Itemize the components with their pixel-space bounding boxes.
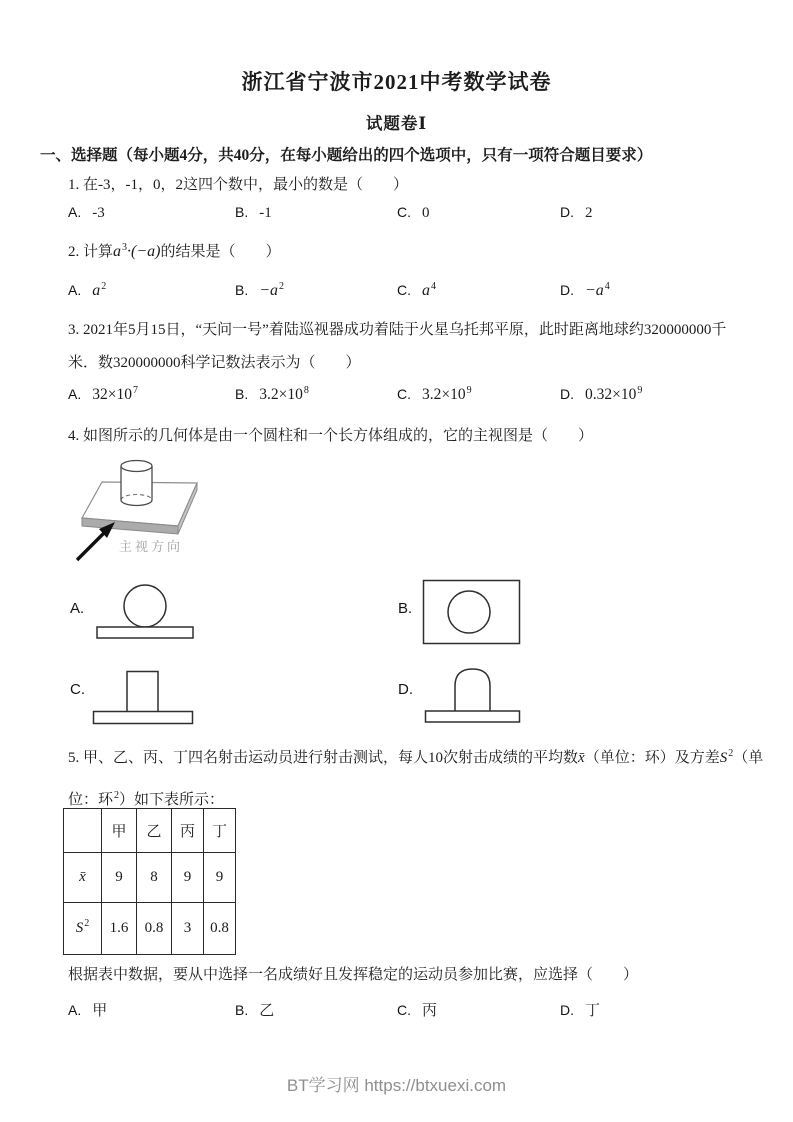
section-heading: 一、选择题（每小题4分，共40分，在每小题给出的四个选项中，只有一项符合题目要求） [40, 147, 653, 164]
q5-stem-text: ）如下表所示： [119, 792, 225, 808]
q5-conclusion: 根据表中数据，要从中选择一名成绩好且发挥稳定的运动员参加比赛，应选择（ ） [68, 967, 639, 983]
q4-stem: 4. 如图所示的几何体是由一个圆柱和一个长方体组成的，它的主视图是（ ） [68, 428, 594, 444]
option-letter: B. [235, 386, 249, 402]
row-header-xbar [64, 853, 102, 903]
option-sci-base: 0.32×10 [585, 386, 637, 403]
q5-stem-text: 位：环 [68, 792, 114, 808]
q3-option-b [235, 386, 397, 404]
bar-shape [426, 711, 520, 722]
q1-option-a [68, 204, 235, 222]
option-sci-base: 3.2×10 [422, 386, 466, 403]
bar-shape [97, 627, 193, 638]
q4-option-d-figure-dome-on-bar [424, 665, 522, 724]
q2-option-c [397, 282, 560, 300]
option-sci-base: 3.2×10 [259, 386, 303, 403]
q1-option-c [397, 204, 560, 222]
option-letter: D. [560, 386, 574, 402]
col-header: 丙 [172, 809, 204, 853]
q2-expr-exponent: 3 [122, 242, 128, 253]
table-cell: 0.8 [137, 903, 172, 955]
variance-symbol: S [75, 920, 84, 936]
option-letter: C. [397, 1002, 411, 1018]
q3-stem-line1: 3. 2021年5月15日，“天问一号”着陆巡视器成功着陆于火星乌托邦平原，此时距离地球约320000000千 [68, 322, 727, 338]
q2-option-b [235, 282, 397, 300]
q5-stem-text: （单位：环）及方差 [584, 750, 720, 766]
option-letter: D. [560, 282, 574, 298]
option-value: 0 [422, 205, 430, 221]
q4-option-d-letter: D. [398, 681, 413, 698]
view-direction-label: 主视方向 [119, 539, 184, 554]
q2-expr-rest: ·(−a) [127, 243, 161, 260]
q1-option-d [560, 204, 768, 222]
option-letter: B. [235, 282, 249, 298]
table-corner-cell [64, 809, 102, 853]
option-letter: C. [397, 204, 411, 220]
q5-stem-line2 [68, 788, 224, 809]
q1-options [68, 204, 768, 222]
variance-symbol: S [719, 750, 728, 766]
option-value: -1 [259, 205, 272, 221]
q4-option-b-figure-circle-in-rect [422, 579, 522, 646]
bar-shape [94, 712, 193, 724]
q5-stem-text: （单 [733, 750, 764, 766]
option-letter: A. [68, 386, 82, 402]
table-cell: 3 [172, 903, 204, 955]
option-value [259, 387, 309, 403]
option-exponent: 8 [303, 385, 309, 396]
q3-stem-line2: 米．数320000000科学记数法表示为（ ） [68, 355, 361, 371]
option-math-base: −a [259, 282, 279, 299]
q3-option-d [560, 386, 768, 404]
option-value: 丁 [585, 1003, 601, 1019]
x-bar-symbol: x̄ [79, 869, 86, 885]
table-row-mean [64, 853, 236, 903]
option-letter: B. [235, 204, 249, 220]
option-letter: D. [560, 204, 574, 220]
q5-score-table [63, 808, 236, 955]
q2-option-d [560, 282, 768, 300]
option-math-base: −a [585, 282, 604, 299]
dome-shape [455, 669, 490, 712]
rect-shape [127, 672, 158, 713]
q3-option-a [68, 386, 235, 404]
option-exponent: 4 [431, 281, 436, 292]
x-bar-symbol: x̄ [578, 750, 585, 766]
option-exponent: 4 [604, 281, 610, 292]
page-title: 浙江省宁波市2021中考数学试卷 [241, 70, 552, 94]
paper-part-subtitle: 试题卷Ⅰ [365, 114, 428, 133]
q5-options [68, 999, 768, 1020]
q5-stem-text: 5. 甲、乙、丙、丁四名射击运动员进行射击测试，每人10次射击成绩的平均数 [68, 750, 579, 766]
option-letter: B. [235, 1002, 249, 1018]
circle-shape [448, 591, 490, 633]
option-value [92, 283, 106, 299]
q4-option-a-letter: A. [70, 600, 85, 617]
q2-options [68, 282, 768, 300]
unit-exponent: 2 [114, 790, 120, 801]
option-math-base: a [92, 282, 101, 299]
watermark-footer: BT学习网 https://btxuexi.com [286, 1076, 507, 1095]
option-exponent: 7 [132, 385, 138, 396]
q3-option-c [397, 386, 560, 404]
option-value [92, 387, 138, 403]
table-cell: 9 [204, 853, 236, 903]
q5-option-a [68, 999, 235, 1020]
table-cell: 9 [102, 853, 137, 903]
q3-options [68, 386, 768, 404]
option-value: 丙 [422, 1003, 438, 1019]
q1-stem: 1. 在-3，-1，0，2这四个数中，最小的数是（ ） [68, 177, 408, 193]
q2-expr-base: a [113, 243, 122, 260]
option-exponent: 9 [637, 385, 643, 396]
variance-exponent: 2 [728, 748, 734, 759]
q2-stem-pre: 2. 计算 [68, 244, 114, 260]
table-cell: 9 [172, 853, 204, 903]
q5-stem-line1 [68, 746, 763, 767]
option-letter: A. [68, 282, 82, 298]
option-math-base: a [422, 282, 430, 299]
col-header: 甲 [102, 809, 137, 853]
option-value [422, 283, 436, 299]
q4-option-b-letter: B. [398, 600, 413, 617]
q4-option-c-letter: C. [70, 681, 85, 698]
variance-exponent: 2 [84, 918, 90, 929]
option-value [585, 387, 642, 403]
option-letter: C. [397, 386, 411, 402]
table-cell: 1.6 [102, 903, 137, 955]
view-direction-arrow [77, 531, 106, 560]
option-value: 甲 [92, 1003, 108, 1019]
option-value [422, 387, 472, 403]
row-header-s2 [64, 903, 102, 955]
q5-option-b [235, 999, 397, 1020]
option-letter: C. [397, 282, 411, 298]
table-header-row [64, 809, 236, 853]
q5-option-d [560, 999, 768, 1020]
option-letter: A. [68, 1002, 82, 1018]
q2-stem-post: 的结果是（ ） [160, 244, 281, 260]
option-value [585, 283, 610, 299]
option-letter: D. [560, 1002, 574, 1018]
q2-stem [68, 240, 280, 261]
option-value [259, 283, 284, 299]
q5-option-c [397, 999, 560, 1020]
option-exponent: 2 [279, 281, 285, 292]
q2-option-a [68, 282, 235, 300]
option-letter: A. [68, 204, 82, 220]
option-sci-base: 32×10 [92, 386, 132, 403]
col-header: 乙 [137, 809, 172, 853]
table-cell: 0.8 [204, 903, 236, 955]
option-value: 2 [585, 205, 593, 221]
option-exponent: 2 [101, 281, 107, 292]
circle-shape [124, 585, 166, 627]
table-cell: 8 [137, 853, 172, 903]
col-header: 丁 [204, 809, 236, 853]
option-value: -3 [92, 205, 105, 221]
q4-option-a-figure-circle-on-bar [95, 581, 195, 639]
q1-option-b [235, 204, 397, 222]
q4-option-c-figure-rect-on-bar [92, 670, 194, 725]
cylinder-top-ellipse [121, 461, 152, 472]
option-exponent: 9 [466, 385, 472, 396]
table-row-variance [64, 903, 236, 955]
option-value: 乙 [259, 1003, 275, 1019]
